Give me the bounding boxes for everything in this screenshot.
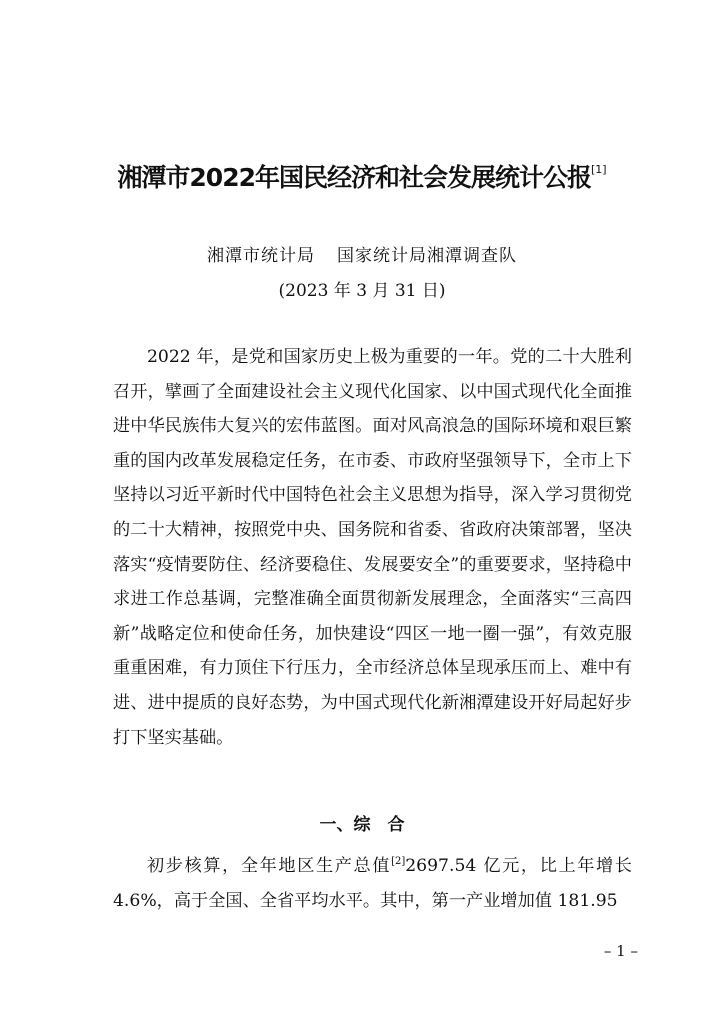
section-heading: 一、综 合 <box>319 815 405 835</box>
publication-date: (2023 年 3 月 31 日) <box>278 281 446 301</box>
section-paragraph <box>113 849 632 918</box>
gdp-footnote-marker: [2] <box>391 856 406 867</box>
title-text: 湘潭市2022年国民经济和社会发展统计公报 <box>117 163 591 192</box>
section-paragraph-part2: 2697.54 亿元，比上年增长 4.6%，高于全国、全省平均水平。其中，第一产业增加值 181.95 <box>113 856 632 911</box>
title-footnote-marker: [1] <box>591 163 607 176</box>
page-number: – 1 – <box>603 942 638 960</box>
author-survey-team: 国家统计局湘潭调查队 <box>337 246 517 266</box>
intro-paragraph: 2022 年，是党和国家历史上极为重要的一年。党的二十大胜利召开，擘画了全面建设社会主义现代化国家、以中国式现代化全面推进中华民族伟大复兴的宏伟蓝图。面对风高浪急的国际环境和艰巨繁重的国内改革发展稳定任务，在市委、市政府坚强领导下，全市上下坚持以习近平新时代中国特色社会主义思想为指导，深入学习贯彻党的二十大精神，按照党中央、国务院和省委、省政府决策部署，坚决落实“疫情要防住、经济要稳住、发展要安全”的重要要求，坚持稳中求进工作总基调，完整准确全面贯彻新发展理念，全面落实“三高四新”战略定位和使命任务，加快建设“四区一地一圈一强”，有效克服重重困难，有力顶住下行压力，全市经济总体呈现承压而上、难中有进、进中提质的良好态势，为中国式现代化新湘潭建设开好局起好步打下坚实基础。 <box>113 347 632 748</box>
document-title <box>0 162 724 194</box>
section-paragraph-part1: 初步核算，全年地区生产总值 <box>147 856 392 876</box>
author-bureau: 湘潭市统计局 <box>207 246 315 266</box>
authors-line <box>0 244 724 268</box>
